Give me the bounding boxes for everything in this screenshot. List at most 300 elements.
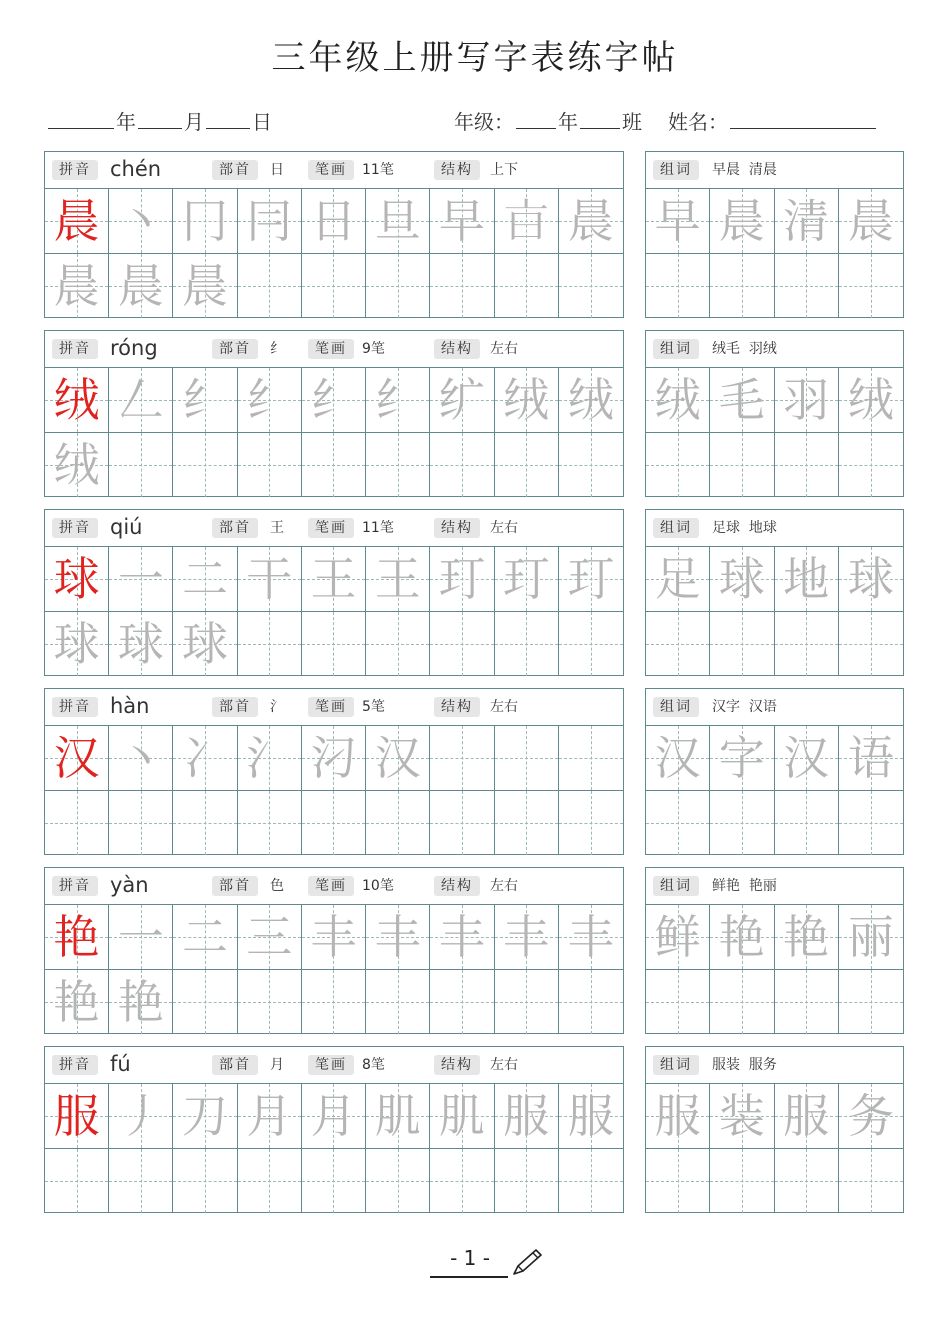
- grid-cell[interactable]: [173, 368, 237, 433]
- grid-cell[interactable]: [710, 1149, 774, 1214]
- page-footer: [430, 1246, 550, 1286]
- main-character: 艳: [53, 909, 100, 964]
- trace-character: 纩: [438, 372, 485, 427]
- grid-cell[interactable]: [646, 189, 710, 254]
- radical-tag: 部首: [212, 1055, 258, 1075]
- grid-cell[interactable]: [559, 905, 623, 970]
- grid-cell[interactable]: [109, 433, 173, 498]
- word-character: 绒: [847, 372, 894, 427]
- grid-cell[interactable]: [495, 905, 559, 970]
- grid-cell[interactable]: [238, 433, 302, 498]
- word-character: 汉: [783, 730, 830, 785]
- character-header: [45, 868, 623, 905]
- trace-character: 球: [53, 616, 100, 671]
- pinyin-value: qiú: [110, 515, 143, 539]
- trace-character: 三: [246, 909, 293, 964]
- trace-character: 服: [567, 1088, 614, 1143]
- trace-character: 晨: [567, 193, 614, 248]
- grid-cell[interactable]: [45, 433, 109, 498]
- grid-cell[interactable]: [366, 905, 430, 970]
- grid-cell[interactable]: [366, 791, 430, 856]
- structure-tag: 结构: [434, 1055, 480, 1075]
- grid-cell[interactable]: [238, 189, 302, 254]
- grid-cell[interactable]: [430, 970, 494, 1035]
- grid-cell[interactable]: [839, 547, 903, 612]
- grid-cell[interactable]: [45, 1084, 109, 1149]
- trace-character: 纟: [182, 372, 229, 427]
- grid-cell[interactable]: [646, 254, 710, 319]
- word-character: 字: [718, 730, 765, 785]
- grid-cell[interactable]: [775, 612, 839, 677]
- word-character: 羽: [783, 372, 830, 427]
- grid-cell[interactable]: [109, 612, 173, 677]
- trace-character: 艳: [53, 974, 100, 1029]
- grid-cell[interactable]: [430, 189, 494, 254]
- grid-cell[interactable]: [45, 905, 109, 970]
- trace-character: 冃: [246, 193, 293, 248]
- grid-cell[interactable]: [839, 189, 903, 254]
- strokes-tag: 笔画: [308, 160, 354, 180]
- radical-tag: 部首: [212, 876, 258, 896]
- word-character: 球: [718, 551, 765, 606]
- grid-cell[interactable]: [173, 791, 237, 856]
- strokes-value: 9笔: [362, 341, 385, 357]
- words-header: [646, 1047, 903, 1084]
- pinyin-value: yàn: [110, 873, 149, 897]
- grid-cell[interactable]: [238, 726, 302, 791]
- radical-tag: 部首: [212, 697, 258, 717]
- grid-cell[interactable]: [710, 726, 774, 791]
- trace-character: 晨: [53, 258, 100, 313]
- grade-label: 年级：: [454, 110, 514, 134]
- words-tag: 组词: [653, 1055, 699, 1075]
- grid-cell[interactable]: [173, 726, 237, 791]
- grid-cell[interactable]: [775, 970, 839, 1035]
- writing-grid: [45, 368, 623, 497]
- grid-cell[interactable]: [109, 726, 173, 791]
- writing-grid: [45, 726, 623, 855]
- grid-cell[interactable]: [430, 612, 494, 677]
- radical-tag: 部首: [212, 518, 258, 538]
- grid-cell[interactable]: [710, 905, 774, 970]
- grid-cell[interactable]: [109, 1084, 173, 1149]
- grid-cell[interactable]: [839, 1149, 903, 1214]
- grid-cell[interactable]: [302, 905, 366, 970]
- grid-cell[interactable]: [775, 189, 839, 254]
- student-line: [454, 106, 878, 135]
- word-character: 语: [847, 730, 894, 785]
- grid-cell[interactable]: [173, 254, 237, 319]
- grid-cell[interactable]: [559, 970, 623, 1035]
- trace-character: 球: [117, 616, 164, 671]
- grid-cell[interactable]: [173, 433, 237, 498]
- grid-cell[interactable]: [775, 905, 839, 970]
- words-tag: 组词: [653, 876, 699, 896]
- words-grid: [646, 368, 903, 497]
- grid-cell[interactable]: [646, 368, 710, 433]
- words-header: [646, 152, 903, 189]
- grid-cell[interactable]: [559, 254, 623, 319]
- writing-grid: [45, 189, 623, 318]
- writing-grid: [45, 905, 623, 1034]
- trace-character: 王: [374, 551, 421, 606]
- word-character: 地: [783, 551, 830, 606]
- grid-cell[interactable]: [559, 433, 623, 498]
- grid-cell[interactable]: [45, 1149, 109, 1214]
- grid-cell[interactable]: [109, 189, 173, 254]
- words-value: 早晨 清晨: [712, 162, 777, 178]
- grid-cell[interactable]: [559, 189, 623, 254]
- grid-cell[interactable]: [839, 433, 903, 498]
- words-panel: [645, 151, 904, 318]
- trace-character: 绒: [567, 372, 614, 427]
- words-tag: 组词: [653, 160, 699, 180]
- grid-cell[interactable]: [495, 1084, 559, 1149]
- grid-cell[interactable]: [839, 970, 903, 1035]
- grid-cell[interactable]: [559, 1084, 623, 1149]
- structure-tag: 结构: [434, 160, 480, 180]
- strokes-tag: 笔画: [308, 518, 354, 538]
- grid-cell[interactable]: [238, 612, 302, 677]
- practice-section: [44, 330, 904, 497]
- radical-tag: 部首: [212, 160, 258, 180]
- main-character: 绒: [53, 372, 100, 427]
- character-panel: [44, 330, 624, 497]
- grid-cell[interactable]: [173, 612, 237, 677]
- radical-value: 日: [270, 162, 284, 178]
- words-panel: [645, 688, 904, 855]
- grid-cell[interactable]: [646, 791, 710, 856]
- words-value: 汉字 汉语: [712, 699, 777, 715]
- words-header: [646, 510, 903, 547]
- grid-cell[interactable]: [238, 254, 302, 319]
- year-label: 年: [116, 110, 136, 134]
- trace-character: 纟: [246, 372, 293, 427]
- grid-cell[interactable]: [710, 189, 774, 254]
- trace-character: 服: [503, 1088, 550, 1143]
- grid-cell[interactable]: [45, 726, 109, 791]
- grade-year-label: 年: [558, 110, 578, 134]
- grid-cell[interactable]: [109, 970, 173, 1035]
- page-number: - 1 -: [450, 1246, 490, 1270]
- word-character: 艳: [718, 909, 765, 964]
- pinyin-tag: 拼音: [52, 339, 98, 359]
- pinyin-value: róng: [110, 336, 158, 360]
- grid-cell[interactable]: [302, 612, 366, 677]
- grid-cell[interactable]: [366, 433, 430, 498]
- trace-character: 绒: [53, 437, 100, 492]
- grid-cell[interactable]: [173, 547, 237, 612]
- words-panel: [645, 867, 904, 1034]
- grid-cell[interactable]: [710, 791, 774, 856]
- strokes-tag: 笔画: [308, 697, 354, 717]
- trace-character: 日: [310, 193, 357, 248]
- character-panel: [44, 867, 624, 1034]
- structure-value: 左右: [490, 520, 518, 536]
- structure-value: 左右: [490, 341, 518, 357]
- grid-cell[interactable]: [302, 254, 366, 319]
- grid-cell[interactable]: [839, 1084, 903, 1149]
- grid-cell[interactable]: [495, 547, 559, 612]
- words-grid: [646, 189, 903, 318]
- word-character: 绒: [654, 372, 701, 427]
- name-blank[interactable]: [730, 108, 876, 129]
- grid-cell[interactable]: [238, 1084, 302, 1149]
- trace-character: 二: [182, 551, 229, 606]
- grid-cell[interactable]: [45, 612, 109, 677]
- words-value: 足球 地球: [712, 520, 777, 536]
- grid-cell[interactable]: [45, 970, 109, 1035]
- structure-tag: 结构: [434, 697, 480, 717]
- grade-blank[interactable]: [516, 108, 556, 129]
- grid-cell[interactable]: [109, 368, 173, 433]
- grid-cell[interactable]: [109, 791, 173, 856]
- trace-character: 肌: [438, 1088, 485, 1143]
- grid-cell[interactable]: [495, 189, 559, 254]
- trace-character: 纟: [310, 372, 357, 427]
- grid-cell[interactable]: [109, 547, 173, 612]
- grid-cell[interactable]: [775, 726, 839, 791]
- grid-cell[interactable]: [430, 547, 494, 612]
- words-panel: [645, 509, 904, 676]
- grid-cell[interactable]: [710, 433, 774, 498]
- practice-section: [44, 867, 904, 1034]
- words-grid: [646, 1084, 903, 1213]
- trace-character: 丰: [374, 909, 421, 964]
- trace-character: 丶: [117, 193, 164, 248]
- grid-cell[interactable]: [238, 905, 302, 970]
- radical-value: 王: [270, 520, 284, 536]
- grid-cell[interactable]: [839, 791, 903, 856]
- grid-cell[interactable]: [710, 547, 774, 612]
- pinyin-tag: 拼音: [52, 160, 98, 180]
- grid-cell[interactable]: [646, 612, 710, 677]
- grid-cell[interactable]: [710, 368, 774, 433]
- grid-cell[interactable]: [238, 970, 302, 1035]
- words-grid: [646, 905, 903, 1034]
- grid-cell[interactable]: [495, 254, 559, 319]
- word-character: 清: [783, 193, 830, 248]
- date-line: [46, 106, 272, 135]
- grid-cell[interactable]: [302, 1084, 366, 1149]
- grid-cell[interactable]: [238, 1149, 302, 1214]
- pinyin-tag: 拼音: [52, 697, 98, 717]
- grid-cell[interactable]: [430, 1149, 494, 1214]
- grid-cell[interactable]: [302, 368, 366, 433]
- practice-section: [44, 1046, 904, 1213]
- pinyin-value: chén: [110, 157, 162, 181]
- grid-cell[interactable]: [559, 368, 623, 433]
- strokes-tag: 笔画: [308, 1055, 354, 1075]
- grid-cell[interactable]: [109, 254, 173, 319]
- grid-cell[interactable]: [302, 433, 366, 498]
- trace-character: 球: [182, 616, 229, 671]
- grid-cell[interactable]: [710, 612, 774, 677]
- trace-character: 冂: [182, 193, 229, 248]
- grid-cell[interactable]: [775, 1149, 839, 1214]
- grid-cell[interactable]: [302, 970, 366, 1035]
- grid-cell[interactable]: [45, 791, 109, 856]
- grid-cell[interactable]: [839, 612, 903, 677]
- grid-cell[interactable]: [366, 970, 430, 1035]
- grid-cell[interactable]: [173, 189, 237, 254]
- grid-cell[interactable]: [109, 905, 173, 970]
- year-blank[interactable]: [48, 108, 114, 129]
- grid-cell[interactable]: [238, 547, 302, 612]
- grid-cell[interactable]: [45, 368, 109, 433]
- grid-cell[interactable]: [366, 1149, 430, 1214]
- day-label: 日: [252, 110, 272, 134]
- grid-cell[interactable]: [495, 612, 559, 677]
- strokes-value: 10笔: [362, 878, 394, 894]
- trace-character: 月: [310, 1088, 357, 1143]
- trace-character: 一: [117, 909, 164, 964]
- word-character: 早: [654, 193, 701, 248]
- grid-cell[interactable]: [646, 1084, 710, 1149]
- grid-cell[interactable]: [495, 368, 559, 433]
- grid-cell[interactable]: [366, 254, 430, 319]
- words-header: [646, 331, 903, 368]
- grid-cell[interactable]: [646, 433, 710, 498]
- structure-value: 上下: [490, 162, 518, 178]
- trace-character: 干: [246, 551, 293, 606]
- grid-cell[interactable]: [646, 547, 710, 612]
- grid-cell[interactable]: [495, 791, 559, 856]
- grid-cell[interactable]: [495, 433, 559, 498]
- word-character: 装: [718, 1088, 765, 1143]
- radical-value: 氵: [270, 699, 284, 715]
- class-blank[interactable]: [580, 108, 620, 129]
- trace-character: 丰: [567, 909, 614, 964]
- grid-cell[interactable]: [430, 433, 494, 498]
- pinyin-tag: 拼音: [52, 1055, 98, 1075]
- radical-value: 纟: [270, 341, 284, 357]
- grid-cell[interactable]: [238, 368, 302, 433]
- main-character: 球: [53, 551, 100, 606]
- structure-tag: 结构: [434, 339, 480, 359]
- grid-cell[interactable]: [646, 1149, 710, 1214]
- grid-cell[interactable]: [45, 547, 109, 612]
- grid-cell[interactable]: [559, 612, 623, 677]
- footer-underline: [430, 1276, 508, 1278]
- grid-cell[interactable]: [495, 1149, 559, 1214]
- grid-cell[interactable]: [839, 905, 903, 970]
- trace-character: 汉: [374, 730, 421, 785]
- grid-cell[interactable]: [366, 368, 430, 433]
- character-panel: [44, 509, 624, 676]
- grid-cell[interactable]: [559, 547, 623, 612]
- grid-cell[interactable]: [775, 368, 839, 433]
- day-blank[interactable]: [206, 108, 250, 129]
- radical-value: 月: [270, 1057, 284, 1073]
- grid-cell[interactable]: [495, 726, 559, 791]
- grid-cell[interactable]: [495, 970, 559, 1035]
- name-label: 姓名：: [668, 110, 728, 134]
- grid-cell[interactable]: [302, 547, 366, 612]
- words-panel: [645, 330, 904, 497]
- structure-value: 左右: [490, 1057, 518, 1073]
- grid-cell[interactable]: [366, 189, 430, 254]
- grid-cell[interactable]: [430, 791, 494, 856]
- grid-cell[interactable]: [710, 1084, 774, 1149]
- grid-cell[interactable]: [775, 547, 839, 612]
- structure-value: 左右: [490, 878, 518, 894]
- structure-tag: 结构: [434, 876, 480, 896]
- words-grid: [646, 547, 903, 676]
- grid-cell[interactable]: [430, 1084, 494, 1149]
- grid-cell[interactable]: [302, 189, 366, 254]
- strokes-value: 5笔: [362, 699, 385, 715]
- strokes-tag: 笔画: [308, 339, 354, 359]
- grid-cell[interactable]: [366, 612, 430, 677]
- grid-cell[interactable]: [430, 368, 494, 433]
- month-blank[interactable]: [138, 108, 182, 129]
- grid-cell[interactable]: [646, 905, 710, 970]
- grid-cell[interactable]: [775, 1084, 839, 1149]
- grid-cell[interactable]: [366, 726, 430, 791]
- character-panel: [44, 151, 624, 318]
- grid-cell[interactable]: [366, 1084, 430, 1149]
- trace-character: 艳: [117, 974, 164, 1029]
- grid-cell[interactable]: [173, 1149, 237, 1214]
- grid-cell[interactable]: [366, 547, 430, 612]
- word-character: 服: [783, 1088, 830, 1143]
- grid-cell[interactable]: [559, 791, 623, 856]
- grid-cell[interactable]: [109, 1149, 173, 1214]
- grid-cell[interactable]: [173, 905, 237, 970]
- grid-cell[interactable]: [646, 970, 710, 1035]
- month-label: 月: [184, 110, 204, 134]
- grid-cell[interactable]: [710, 970, 774, 1035]
- word-character: 球: [847, 551, 894, 606]
- grid-cell[interactable]: [430, 254, 494, 319]
- grid-cell[interactable]: [302, 791, 366, 856]
- grid-cell[interactable]: [839, 368, 903, 433]
- grid-cell[interactable]: [45, 254, 109, 319]
- words-panel: [645, 1046, 904, 1213]
- grid-cell[interactable]: [173, 970, 237, 1035]
- grid-cell[interactable]: [710, 254, 774, 319]
- trace-character: 丶: [117, 730, 164, 785]
- grid-cell[interactable]: [45, 189, 109, 254]
- trace-character: 氵: [246, 730, 293, 785]
- grid-cell[interactable]: [775, 791, 839, 856]
- grid-cell[interactable]: [302, 726, 366, 791]
- strokes-tag: 笔画: [308, 876, 354, 896]
- grid-cell[interactable]: [775, 254, 839, 319]
- grid-cell[interactable]: [302, 1149, 366, 1214]
- grid-cell[interactable]: [430, 905, 494, 970]
- words-value: 绒毛 羽绒: [712, 341, 777, 357]
- grid-cell[interactable]: [559, 726, 623, 791]
- grid-cell[interactable]: [839, 726, 903, 791]
- grid-cell[interactable]: [646, 726, 710, 791]
- trace-character: 刀: [182, 1088, 229, 1143]
- grid-cell[interactable]: [839, 254, 903, 319]
- trace-character: 𣅀: [503, 193, 550, 248]
- pinyin-tag: 拼音: [52, 518, 98, 538]
- grid-cell[interactable]: [775, 433, 839, 498]
- trace-character: 玎: [503, 551, 550, 606]
- grid-cell[interactable]: [238, 791, 302, 856]
- grid-cell[interactable]: [430, 726, 494, 791]
- grid-cell[interactable]: [173, 1084, 237, 1149]
- word-character: 丽: [847, 909, 894, 964]
- trace-character: 绒: [503, 372, 550, 427]
- grid-cell[interactable]: [559, 1149, 623, 1214]
- word-character: 晨: [847, 193, 894, 248]
- practice-section: [44, 151, 904, 318]
